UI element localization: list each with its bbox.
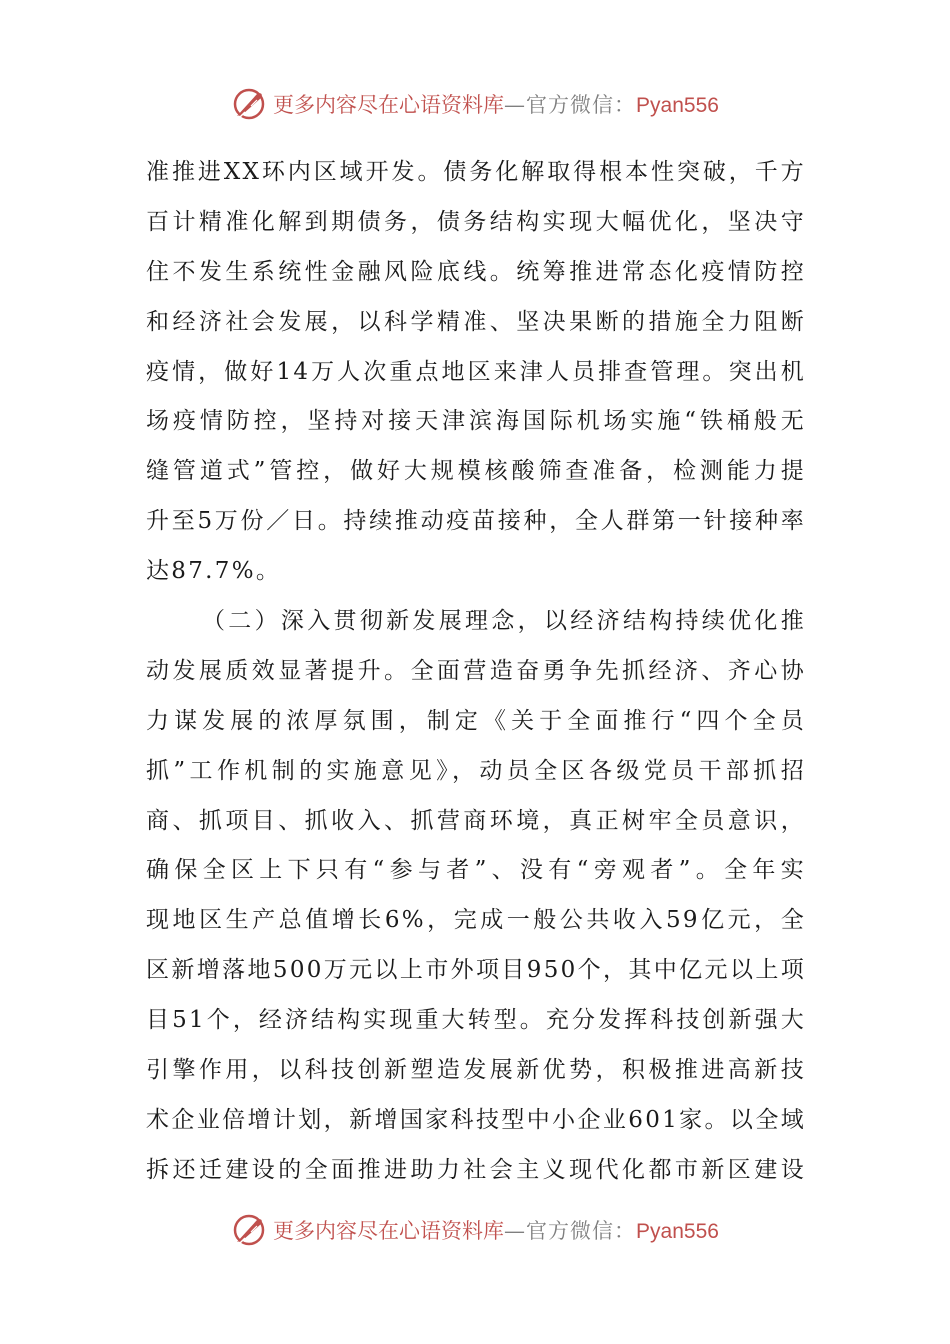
body-line: 力谋发展的浓厚氛围，制定《关于全面推行“四个全员 xyxy=(146,707,806,734)
body-line: 升至5万份／日。持续推动疫苗接种，全人群第一针接种率 xyxy=(146,508,806,535)
body-line: 确保全区上下只有“参与者”、没有“旁观者”。全年实 xyxy=(146,857,806,884)
body-line: 现地区生产总值增长6%，完成一般公共收入59亿元，全 xyxy=(146,907,806,934)
quill-logo-icon xyxy=(231,1212,267,1248)
watermark-separator: — xyxy=(504,93,527,117)
body-line: 百计精准化解到期债务，债务结构实现大幅优化，坚决守 xyxy=(146,208,806,235)
section-heading-line: （二）深入贯彻新发展理念，以经济结构持续优化推 xyxy=(202,608,806,635)
body-line: 术企业倍增计划，新增国家科技型中小企业601家。以全域 xyxy=(146,1106,806,1133)
footer-watermark xyxy=(0,1210,950,1250)
quill-logo-icon xyxy=(231,86,267,122)
body-line: 区新增落地500万元以上市外项目950个，其中亿元以上项 xyxy=(146,957,806,984)
body-line: 商、抓项目、抓收入、抓营商环境，真正树牢全员意识， xyxy=(146,807,806,834)
document-body xyxy=(146,148,806,1196)
body-line: 目51个，经济结构实现重大转型。充分发挥科技创新强大 xyxy=(146,1007,806,1034)
body-line: 引擎作用，以科技创新塑造发展新优势，积极推进高新技 xyxy=(146,1057,806,1084)
body-line: 和经济社会发展，以科学精准、坚决果断的措施全力阻断 xyxy=(146,308,806,335)
watermark-separator: — xyxy=(504,1219,527,1243)
watermark-sub-text: 官方微信： xyxy=(526,1219,637,1243)
watermark-main-text: 更多内容尽在心语资料库 xyxy=(273,1219,505,1243)
body-line: 拆还迁建设的全面推进助力社会主义现代化都市新区建设 xyxy=(146,1156,806,1183)
watermark-wechat-id: Pyan556 xyxy=(636,94,719,117)
body-line: 疫情，做好14万人次重点地区来津人员排查管理。突出机 xyxy=(146,358,806,385)
header-watermark xyxy=(0,84,950,124)
body-line: 缝管道式”管控，做好大规模核酸筛查准备，检测能力提 xyxy=(146,458,806,485)
body-line: 抓”工作机制的实施意见》，动员全区各级党员干部抓招 xyxy=(146,757,806,784)
watermark-sub-text: 官方微信： xyxy=(526,93,637,117)
watermark-text xyxy=(273,1215,719,1245)
body-line: 准推进XX环内区域开发。债务化解取得根本性突破，千方 xyxy=(146,159,806,185)
body-line: 达87.7%。 xyxy=(146,558,282,585)
watermark-wechat-id: Pyan556 xyxy=(636,1220,719,1243)
body-line: 住不发生系统性金融风险底线。统筹推进常态化疫情防控 xyxy=(146,258,806,285)
watermark-main-text: 更多内容尽在心语资料库 xyxy=(273,93,505,117)
watermark-text xyxy=(273,89,719,119)
body-line: 动发展质效显著提升。全面营造奋勇争先抓经济、齐心协 xyxy=(146,657,806,684)
body-line: 场疫情防控，坚持对接天津滨海国际机场实施“铁桶般无 xyxy=(146,408,806,435)
